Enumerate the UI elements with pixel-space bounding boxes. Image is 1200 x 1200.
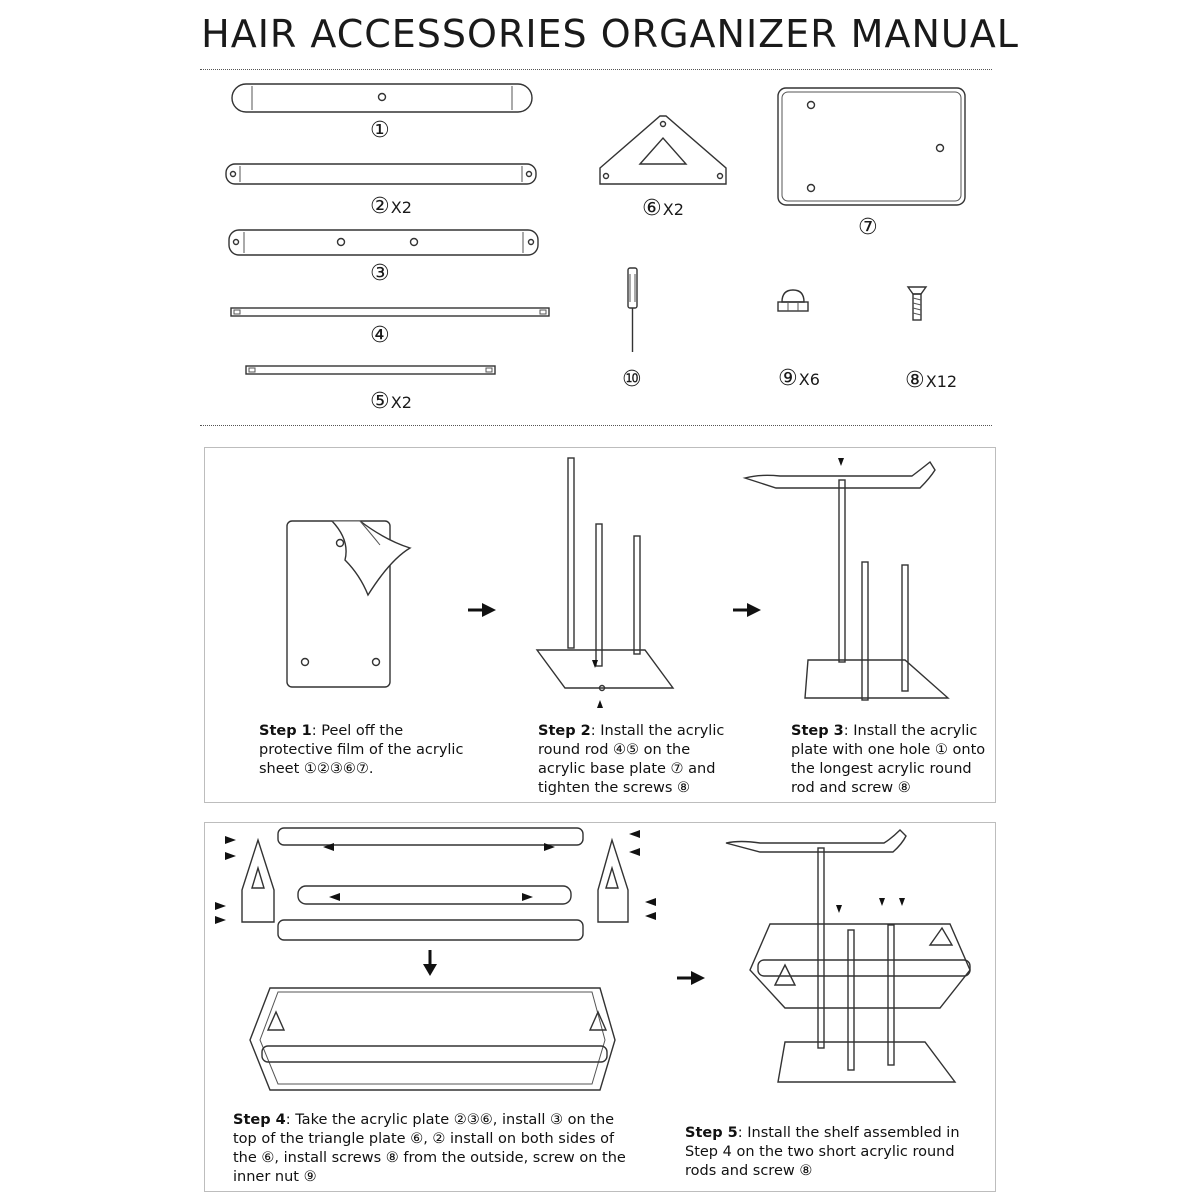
step4-exploded-parts (215, 828, 656, 976)
part-label-5: ⑤X2 (370, 389, 412, 414)
part-label-8: ⑧X12 (905, 368, 958, 393)
step5-text: Step 5: Install the shelf assembled in Step 4 on the two short acrylic round rods and screw ⑧ (685, 1125, 960, 1179)
step4-assembled-shelf (250, 988, 615, 1090)
part-label-10: ⑩ (622, 367, 642, 392)
step1-text: Step 1: Peel off the protective film of the acrylic sheet ①②③⑥⑦. (259, 723, 464, 777)
step4-text: Step 4: Take the acrylic plate ②③⑥, install ③ on the top of the triangle plate ⑥, ② install on both sides of the ⑥, install screws ⑧ from the outside, screw on the inner nut ⑨ (233, 1112, 626, 1185)
step2-text: Step 2: Install the acrylic round rod ④⑤ on the acrylic base plate ⑦ and tighten the screws ⑧ (538, 723, 725, 796)
step3-text: Step 3: Install the acrylic plate with one hole ① onto the longest acrylic round rod and screw ⑧ (791, 723, 986, 796)
part-label-3: ③ (370, 261, 390, 286)
part-label-2: ②X2 (370, 194, 412, 219)
part-label-1: ① (370, 118, 390, 143)
page-title: HAIR ACCESSORIES ORGANIZER MANUAL (201, 12, 1019, 56)
part-label-4: ④ (370, 323, 390, 348)
part-label-6: ⑥X2 (642, 196, 684, 221)
arrow-step4-to-5 (677, 971, 705, 985)
part-label-9: ⑨X6 (778, 366, 820, 391)
step5-final-assembly (726, 830, 970, 1082)
part-label-7: ⑦ (858, 215, 878, 240)
